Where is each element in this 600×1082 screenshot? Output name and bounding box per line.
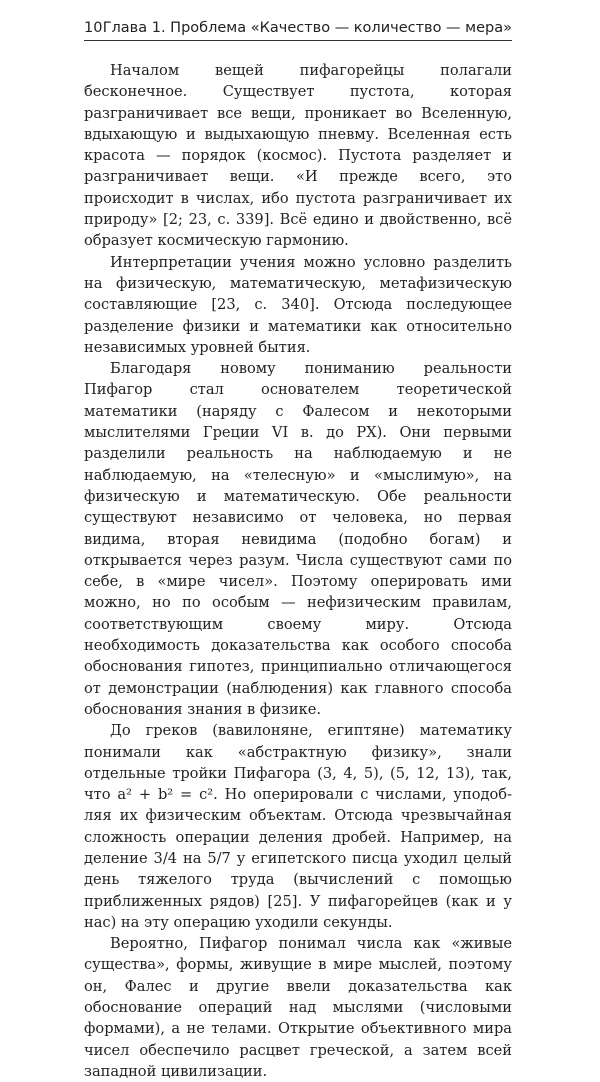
page-number: 10 (84, 20, 103, 36)
paragraph: Вероятно, Пифагор понимал числа как «живые существа», формы, живущие в мире мыслей, поэтому он, Фалес и другие ввели доказательства как обоснование операций над мыслями (числовыми формами), а не телами. Открытие объективного мира чисел обеспечило расцвет греческой, а затем всей западной цивилизации. (84, 935, 512, 1080)
body-text (84, 60, 512, 1082)
paragraph: Благодаря новому пониманию реальности Пифагор стал основателем теоретической математики (наряду с Фалесом и некоторыми мыслителями Греции VI в. до РХ). Они первыми разделили реальность на наблюдаемую и не наблюдаемую, на «телесную» и «мыслимую», на физическую и математическую. Обе реальности существуют независимо от человека, но первая видима, вторая невидима (подобно богам) и открывается через разум. Числа существуют сами по себе, в «мире чисел». Поэтому оперировать ими можно, но по особым — нефизическим правилам, соответствующим своему миру. Отсюда необходимость доказательства как особого способа обоснования гипотез, принципиально отличающегося от демонстрации (наблюдения) как главного способа обоснования знания в физике. (84, 360, 512, 718)
paragraph: Началом вещей пифагорейцы полагали бесконечное. Существует пустота, которая разграничивает все вещи, проникает во Вселенную, вдыхающую и выдыхающую пневму. Вселенная есть красота — порядок (космос). Пустота разделяет и разграничивает вещи. «И прежде всего, это происходит в числах, ибо пустота разграничивает их природу» [2; 23, с. 339]. Всё едино и двойственно, всё образует космическую гармонию. (84, 62, 512, 250)
paragraph: Интерпретации учения можно условно разделить на физическую, математическую, метафизическую составляющие [23, с. 340]. Отсюда последующее разделение физики и математики как относительно независимых уровней бытия. (84, 253, 512, 356)
running-header (84, 16, 512, 41)
paragraph: До греков (вавилоняне, египтяне) математику понимали как «абстрактную физику», знали отдельные тройки Пифагора (3, 4, 5), (5, 12, 13), так, что a² + b² = c². Но оперировали с числами, уподобляя их физическим объектам. Отсюда чрезвычайная сложность операции деления дробей. Например, на деление 3/4 на 5/7 у египетского писца уходил целый день тяжелого труда (вычислений с помощью приближенных рядов) [25]. У пифагорейцев (как и у нас) на эту операцию уходили секунды. (84, 722, 512, 931)
chapter-title: Глава 1. Проблема «Качество — количество — мера» (102, 20, 512, 36)
